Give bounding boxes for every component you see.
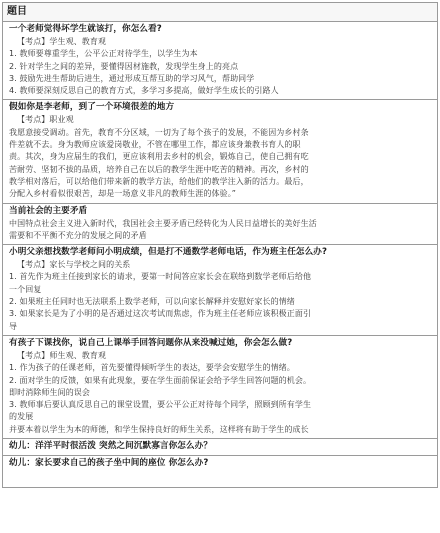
answer-line: 4. 教师要深刻反思自己的教育方式，多学习多提高，做好学生成长的引路人 [9, 86, 279, 96]
table-header: 题目 [3, 3, 437, 22]
answer-line: 需要和不平衡不充分的发展之间的矛盾 [9, 230, 147, 240]
answer-line: 责。其次，身为应届生的我们，更应该利用去乡村的机会，锻炼自己，使自己拥有吃 [9, 152, 309, 162]
exam-point: 【考点】家长与学校之间的关系 [17, 260, 131, 270]
question-section-1 [3, 22, 437, 100]
blank-row [9, 470, 433, 485]
answer-line: 并要本着以学生为本的师德，和学生保持良好的师生关系，这样将有助于学生的成长 [9, 424, 309, 434]
exam-point: 【考点】师生观、教育观 [17, 350, 107, 360]
question-section-4 [3, 245, 437, 336]
answer-line: 苦耐劳、坚韧不拔的品质，培养自己在以后的教学生涯中吃苦的精神。再次，乡村的 [9, 164, 309, 174]
answer-line: 即时消除师生间的误会 [9, 387, 90, 397]
question-title: 幼儿：家长要求自己的孩子坐中间的座位 你怎么办? [9, 458, 209, 469]
question-title: 一个老师觉得坏学生就该打，你怎么看? [9, 24, 162, 34]
answer-line: 一个回复 [9, 284, 42, 294]
answer-line: 1. 教师要尊重学生，公平公正对待学生，以学生为本 [9, 49, 198, 59]
question-section-7 [3, 456, 437, 487]
question-title: 当前社会的主要矛盾 [9, 205, 88, 216]
answer-line: 3. 教师事后要认真反思自己的课堂设置，要公平公正对待每个同学，照顾到所有学生 [9, 400, 312, 410]
answer-line: 中国特点社会主义进入新时代，我国社会主要矛盾已经转化为人民日益增长的美好生活 [9, 218, 317, 228]
exam-point: 【考点】职业观 [17, 115, 74, 125]
question-title: 小明父亲想找数学老师问小明成绩，但是打不通数学老师电话，作为班主任怎么办? [9, 247, 328, 258]
answer-line: 3. 如果家长是为了小明的是否通过这次考试而焦虑，作为班主任老师应该积极正面引 [9, 309, 312, 319]
exam-point: 【考点】学生观、教育观 [17, 37, 107, 46]
answer-line: 2. 针对学生之间的差异，要懂得因材施教，发现学生身上的亮点 [9, 61, 239, 71]
question-section-3 [3, 204, 437, 246]
document-table [2, 2, 438, 488]
answer-line: 导 [9, 321, 18, 331]
question-section-5 [3, 336, 437, 439]
answer-line: 分配入乡村看似很艰苦，却是一场意义非凡的教师生涯的体验。” [9, 189, 237, 199]
question-title: 假如你是李老师，到了一个环境很差的地方 [9, 102, 175, 113]
question-section-2 [3, 100, 437, 203]
answer-line: 2. 面对学生的反馈，如果有此现象，要在学生面前保证会给予学生回答问题的机会。 [9, 375, 312, 385]
answer-line: 3. 鼓励先进生帮助后进生，通过形成互帮互助的学习风气，帮助同学 [9, 73, 255, 83]
question-title: 幼儿：洋洋平时很活泼 突然之间沉默寡言你怎么办？ [9, 441, 213, 452]
answer-line: 1. 作为孩子的任课老师，首先要懂得倾听学生的表达，要学会安慰学生的情绪。 [9, 363, 295, 373]
answer-line: 1. 首先作为班主任接到家长的请求，要第一时间答应家长会在联络到数学老师后给他 [9, 272, 312, 282]
answer-line: 教学相对落后，可以给他们带来新的教学方法，给他们的教学注入新的活力。最后， [9, 176, 309, 186]
answer-line: 我愿意接受调动。首先，教育不分区域，一切为了每个孩子的发展，不能因为乡村条 [9, 127, 309, 137]
question-title: 有孩子下课找你，说自己上课举手回答问题你从来没喊过她，你会怎么做? [9, 337, 293, 348]
answer-line: 件差就不去。身为教师应该爱岗敬业，不管在哪里工作，都应该身兼教书育人的职 [9, 140, 301, 150]
answer-line: 2. 如果班主任同时也无法联系上数学老师，可以向家长解释并安慰好家长的情绪 [9, 297, 295, 307]
answer-line: 的发展 [9, 412, 34, 422]
question-section-6 [3, 439, 437, 456]
